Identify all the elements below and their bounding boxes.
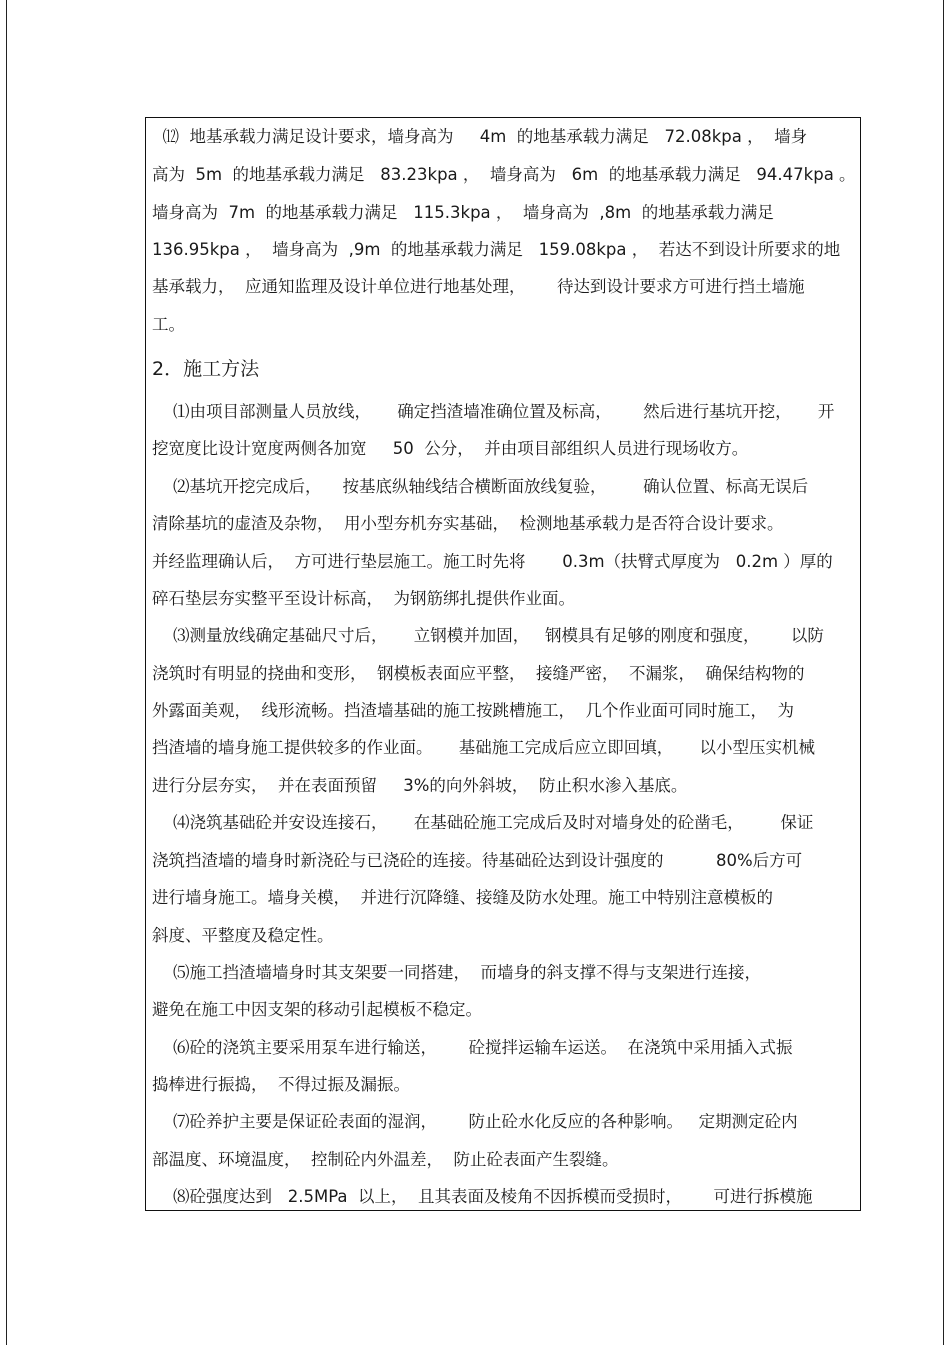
text-line-25: ⑹砼的浇筑主要采用泵车进行输送， 砼搅拌运输车运送。 在浇筑中采用插入式振 bbox=[152, 1038, 793, 1057]
text-line-16: 外露面美观， 线形流畅。挡渣墙基础的施工按跳槽施工， 几个作业面可同时施工， 为 bbox=[152, 701, 794, 720]
text-line-18: 进行分层夯实， 并在表面预留 3%的向外斜坡， 防止积水渗入基底。 bbox=[152, 776, 688, 795]
text-line-19: ⑷浇筑基础砼并安设连接石， 在基础砼施工完成后及时对墙身处的砼凿毛， 保证 bbox=[152, 813, 814, 832]
text-line-4: 136.95kpa ， 墙身高为 ,9m 的地基承载力满足 159.08kpa ， 若达不到设计所要求的地 bbox=[152, 240, 841, 259]
text-line-9: 挖宽度比设计宽度两侧各加宽 50 公分， 并由项目部组织人员进行现场收方。 bbox=[152, 439, 749, 458]
text-line-5: 基承载力， 应通知监理及设计单位进行地基处理， 待达到设计要求方可进行挡土墙施 bbox=[152, 277, 805, 296]
section-heading: 2．施工方法 bbox=[152, 358, 260, 380]
text-line-13: 碎石垫层夯实整平至设计标高， 为钢筋绑扎提供作业面。 bbox=[152, 589, 575, 608]
text-line-23: ⑸施工挡渣墙墙身时其支架要一同搭建， 而墙身的斜支撑不得与支架进行连接， bbox=[152, 963, 761, 982]
right-margin-rule bbox=[943, 0, 944, 1345]
text-line-22: 斜度、平整度及稳定性。 bbox=[152, 926, 334, 945]
text-line-17: 挡渣墙的墙身施工提供较多的作业面。 基础施工完成后应立即回填， 以小型压实机械 bbox=[152, 738, 815, 757]
text-line-3: 墙身高为 7m 的地基承载力满足 115.3kpa ， 墙身高为 ,8m 的地基承载力满足 bbox=[152, 203, 774, 222]
text-line-24: 避免在施工中因支架的移动引起模板不稳定。 bbox=[152, 1000, 482, 1019]
text-line-11: 清除基坑的虚渣及杂物， 用小型夯机夯实基础， 检测地基承载力是否符合设计要求。 bbox=[152, 514, 784, 533]
text-line-20: 浇筑挡渣墙的墙身时新浇砼与已浇砼的连接。待基础砼达到设计强度的 80%后方可 bbox=[152, 851, 803, 870]
text-line-27: ⑺砼养护主要是保证砼表面的湿润， 防止砼水化反应的各种影响。 定期测定砼内 bbox=[152, 1112, 798, 1131]
text-line-29: ⑻砼强度达到 2.5MPa 以上， 且其表面及棱角不因拆模而受损时， 可进行拆模施 bbox=[152, 1187, 813, 1206]
text-line-15: 浇筑时有明显的挠曲和变形， 钢模板表面应平整， 接缝严密， 不漏浆， 确保结构物的 bbox=[152, 664, 805, 683]
text-line-1: ⑿ 地基承载力满足设计要求，墙身高为 4m 的地基承载力满足 72.08kpa ， 墙身 bbox=[152, 127, 808, 146]
text-line-8: ⑴由项目部测量人员放线， 确定挡渣墙准确位置及标高， 然后进行基坑开挖， 开 bbox=[152, 402, 835, 421]
left-margin-rule bbox=[6, 0, 7, 1345]
text-line-10: ⑵基坑开挖完成后， 按基底纵轴线结合横断面放线复验， 确认位置、标高无误后 bbox=[152, 477, 809, 496]
text-line-12: 并经监理确认后， 方可进行垫层施工。施工时先将 0.3m（扶臂式厚度为 0.2m ）厚的 bbox=[152, 552, 833, 571]
text-line-2: 高为 5m 的地基承载力满足 83.23kpa ， 墙身高为 6m 的地基承载力满足 94.47kpa 。 bbox=[152, 165, 856, 184]
text-line-28: 部温度、环境温度， 控制砼内外温差， 防止砼表面产生裂缝。 bbox=[152, 1150, 619, 1169]
text-line-21: 进行墙身施工。墙身关模， 并进行沉降缝、接缝及防水处理。施工中特别注意模板的 bbox=[152, 888, 773, 907]
text-line-26: 捣棒进行振捣， 不得过振及漏振。 bbox=[152, 1075, 410, 1094]
text-line-14: ⑶测量放线确定基础尺寸后， 立钢模并加固， 钢模具有足够的刚度和强度， 以防 bbox=[152, 626, 824, 645]
text-line-6: 工。 bbox=[152, 315, 185, 334]
